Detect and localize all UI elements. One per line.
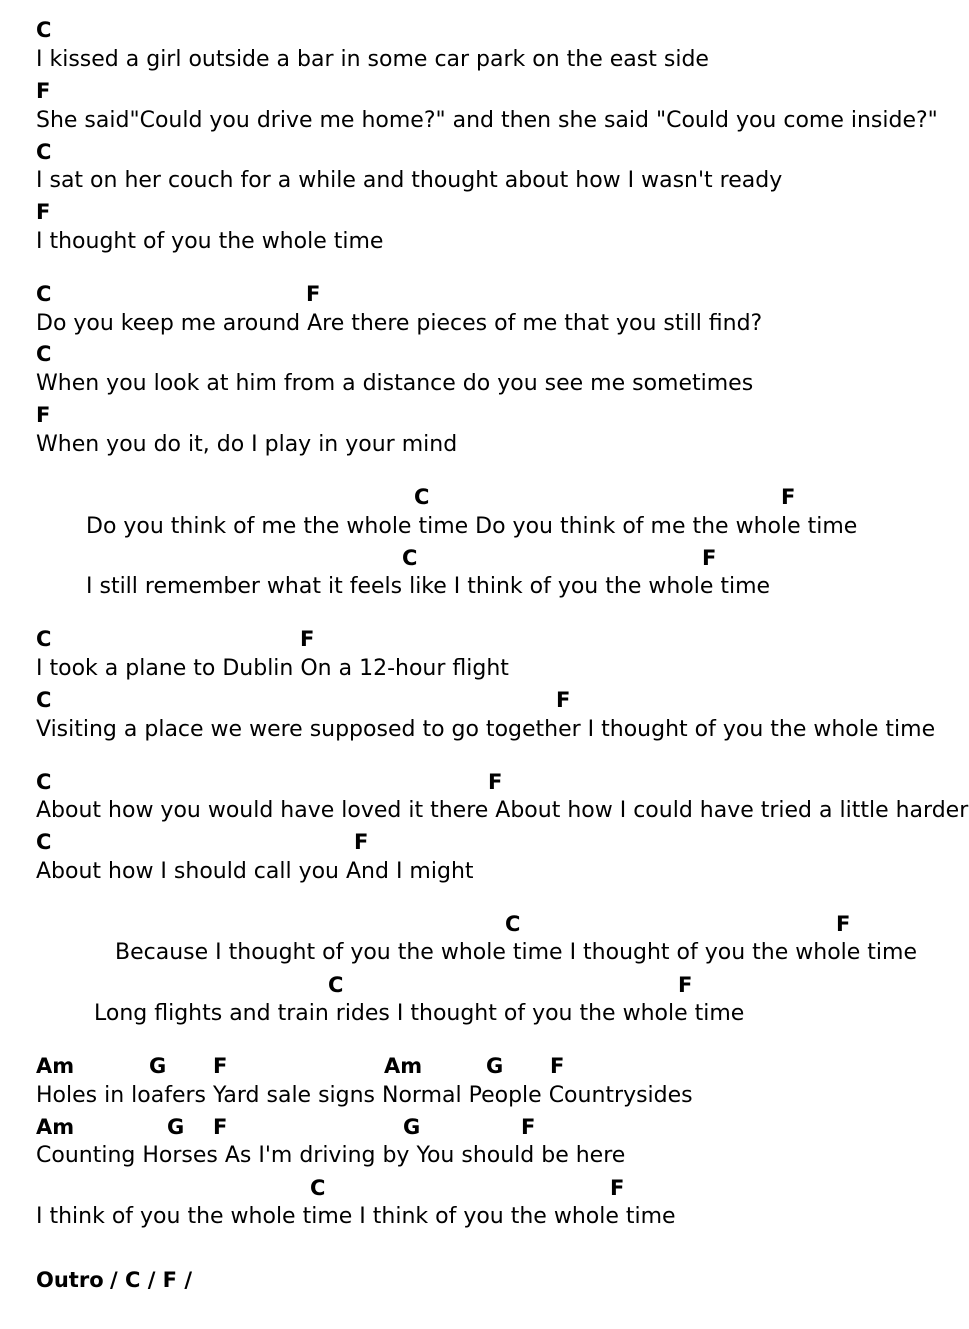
chord: F	[36, 79, 51, 103]
outro-chords: / C / F /	[110, 1268, 193, 1292]
chord: F	[678, 973, 693, 997]
chord: F	[836, 912, 851, 936]
chord: G	[486, 1054, 504, 1078]
chord: F	[213, 1054, 228, 1078]
chord: Am	[36, 1115, 75, 1139]
lyric-line: Holes in loafers Yard sale signs Normal People Countrysides	[36, 1083, 693, 1108]
chord: F	[354, 830, 369, 854]
lyric-line: I sat on her couch for a while and thought about how I wasn't ready	[36, 168, 783, 193]
chord: C	[36, 282, 52, 306]
chord: C	[310, 1176, 326, 1200]
chord: G	[167, 1115, 185, 1139]
chord: C	[36, 688, 52, 712]
lyric-line: Counting Horses As I'm driving by You should be here	[36, 1143, 626, 1168]
outro-label: Outro	[36, 1268, 104, 1292]
lyric-line: I thought of you the whole time	[36, 229, 384, 254]
chord: F	[521, 1115, 536, 1139]
chord: F	[702, 546, 717, 570]
chord: F	[36, 403, 51, 427]
chord: C	[36, 627, 52, 651]
lyric-line: I kissed a girl outside a bar in some car park on the east side	[36, 47, 709, 72]
chord: F	[610, 1176, 625, 1200]
chord: C	[36, 18, 52, 42]
lyric-line: About how I should call you And I might	[36, 859, 474, 884]
chord: C	[36, 342, 52, 366]
chord: C	[36, 140, 52, 164]
lyric-line: I took a plane to Dublin On a 12-hour flight	[36, 656, 509, 681]
chord: F	[306, 282, 321, 306]
lyric-line: Do you keep me around Are there pieces of me that you still find?	[36, 311, 763, 336]
chord: C	[36, 830, 52, 854]
chord: G	[149, 1054, 167, 1078]
chord: F	[300, 627, 315, 651]
lyric-line: When you do it, do I play in your mind	[36, 432, 458, 457]
lyric-line: About how you would have loved it there About how I could have tried a little harder	[36, 798, 969, 823]
chord: F	[213, 1115, 228, 1139]
lyric-line: I think of you the whole time I think of you the whole time	[36, 1204, 676, 1229]
chord: C	[414, 485, 430, 509]
lyric-line: She said"Could you drive me home?" and then she said "Could you come inside?"	[36, 108, 938, 133]
chord: F	[556, 688, 571, 712]
chord: Am	[384, 1054, 423, 1078]
chord: F	[488, 770, 503, 794]
lyric-line: Because I thought of you the whole time I thought of you the whole time	[115, 940, 918, 965]
lyric-line: Do you think of me the whole time Do you think of me the whole time	[86, 514, 858, 539]
chord: F	[781, 485, 796, 509]
lyric-line: I still remember what it feels like I think of you the whole time	[86, 574, 771, 599]
chord: C	[328, 973, 344, 997]
lyric-line: When you look at him from a distance do you see me sometimes	[36, 371, 754, 396]
chord: C	[505, 912, 521, 936]
chord: G	[403, 1115, 421, 1139]
lyric-line: Visiting a place we were supposed to go together I thought of you the whole time	[36, 717, 936, 742]
lyric-line: Long flights and train rides I thought of you the whole time	[94, 1001, 745, 1026]
chord: C	[36, 770, 52, 794]
chord: F	[36, 200, 51, 224]
chord: F	[550, 1054, 565, 1078]
chord: Am	[36, 1054, 75, 1078]
chord: C	[402, 546, 418, 570]
